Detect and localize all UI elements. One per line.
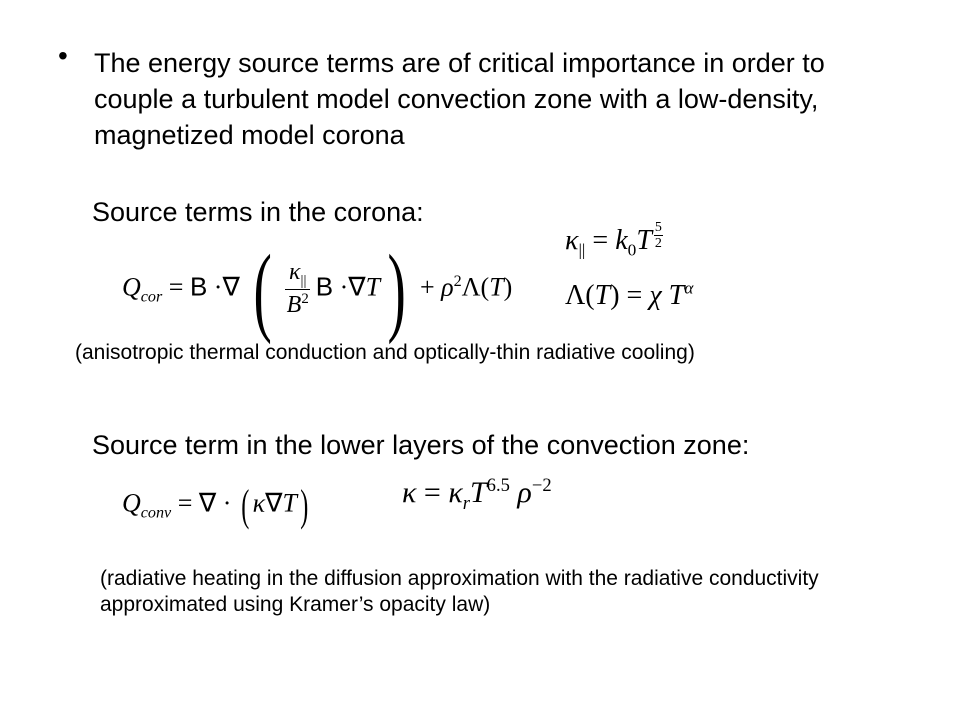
equation-q-corona: $Q_{cor} = B$ ·∇ ( $\frac{\kappa_{||}}{B^2}$ $B \cdot\nabla T) + \rho^2\Lambda(T)$ [122,234,513,345]
convection-heading: Source term in the lower layers of the convection zone: [92,430,750,460]
corona-heading: Source terms in the corona: [92,197,424,227]
equation-kappa-parallel: $\kappa_{||} = k_0T$ $\frac{5}{2}$ [565,220,662,260]
corona-note: (anisotropic thermal conduction and optically-thin radiative cooling) [75,341,695,364]
equation-q-convection: $Q_{conv}$ = ∇ · ( κ∇T) [122,481,309,530]
bullet-text: The energy source terms are of critical importance in order to couple a turbulent model convection zone with a low-density, magnetized model corona [94,48,825,150]
convection-note: (radiative heating in the diffusion approximation with the radiative conductivity approximated using Kramer’s opacity law) [100,567,819,616]
bullet-marker: • [58,40,68,71]
equation-lambda: Λ(T) = χ $T^\alpha$ [565,278,694,311]
equation-kappa-kramer: $\kappa = \kappa_rT^{6.5}$ $\rho^{-2}$ [402,475,552,514]
